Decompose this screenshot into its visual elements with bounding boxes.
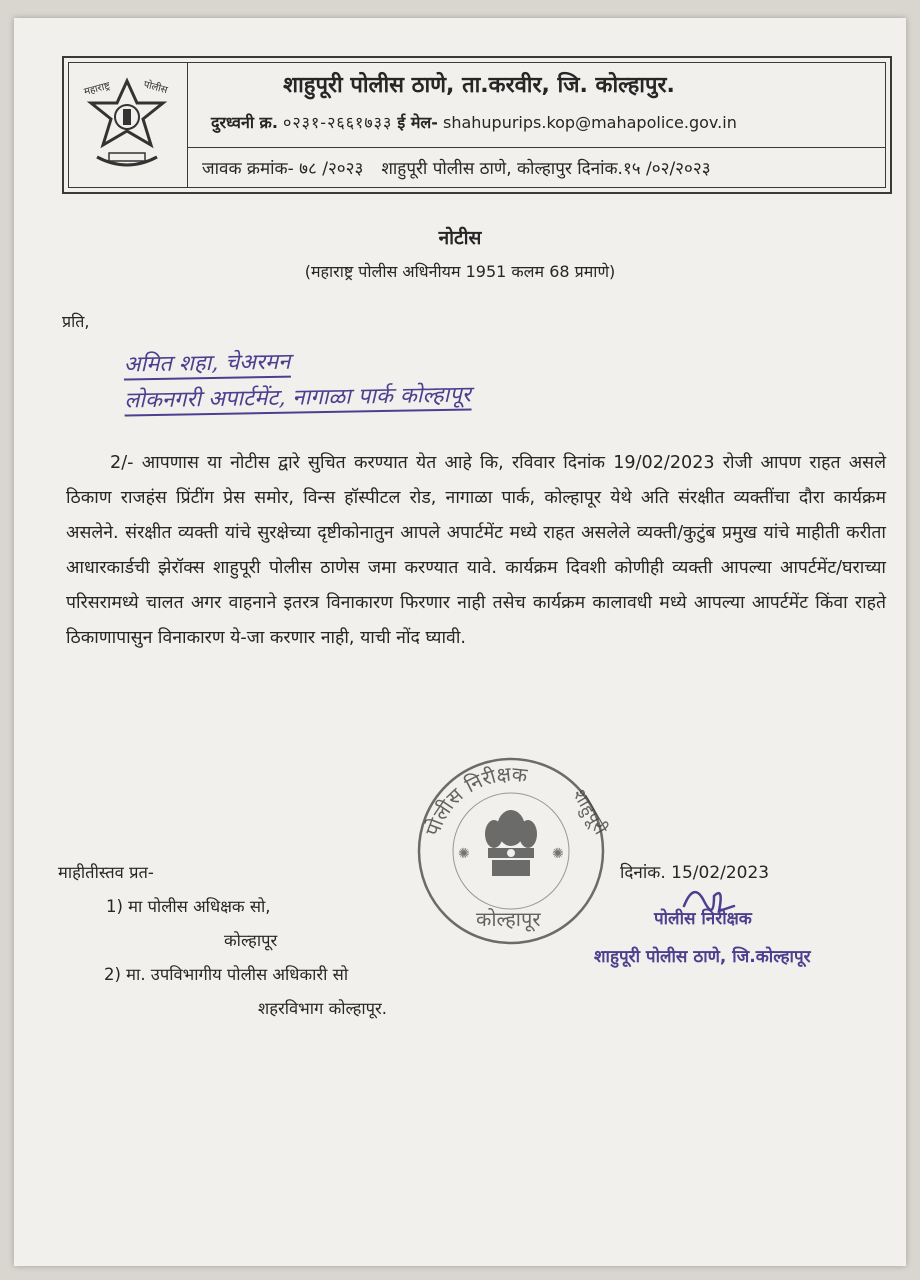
to-label: प्रति, [62,312,90,331]
svg-text:✺: ✺ [552,846,564,862]
copy-to-block [58,856,387,1026]
signatory-office: शाहुपूरी पोलीस ठाणे, जि.कोल्हापूर [594,947,811,967]
phone-label: दुरध्वनी क्र. [211,113,278,132]
letterhead [62,56,892,194]
signatory-title: पोलीस निरीक्षक [654,909,752,929]
letterhead-frame [68,62,886,188]
recipient-address-line [124,374,645,419]
outward-number: जावक क्रमांक- ७८ /२०२३ [202,159,364,179]
handwritten-recipient [123,338,644,419]
copy-to-item-2: 2) मा. उपविभागीय पोलीस अधिकारी सो [104,965,349,984]
copy-to-item-1: 1) मा पोलीस अधिक्षक सो, [106,897,271,916]
notice-subtitle: (महाराष्ट्र पोलीस अधिनीयम 1951 कलम 68 प्रमाणे) [304,262,616,281]
recipient-address: लोकनगरी अपार्टमेंट, नागाळा पार्क कोल्हापूर [124,382,471,416]
letterhead-contact [211,111,737,133]
date-value: 15/02/2023 [671,863,770,883]
reference-office-date: शाहुपूरी पोलीस ठाणे, कोल्हापुर दिनांक.१५ /०२/२०२३ [381,159,711,179]
notice-page [14,18,906,1266]
national-emblem-icon [485,810,537,876]
seal-right-text: शाहुपूरी [568,785,611,839]
notice-body [66,446,886,656]
police-seal-stamp [406,746,616,946]
svg-text:✺: ✺ [458,846,470,862]
reference-line [188,147,885,187]
body-paragraph: आपणास या नोटीस द्वारे सुचित करण्यात येत आहे कि, रविवार दिनांक 19/02/2023 रोजी आपण राहत असले ठिकाण राजहंस प्रिंटींग प्रेस समोर, विन्स हॉस्पीटल रोड, नागाळा पार्क, कोल्हापूर येथे अति संरक्षीत व्यक्तींचा दौरा कार्यक्रम असलेने. संरक्षीत व्यक्ती यांचे सुरक्षेच्या दृष्टीकोनातुन आपले अपार्टमेंट मध्ये राहत असलेले व्यक्ती/कुटुंब प्रमुख यांचे माहीती करीता आधारकार्डची झेरॉक्स शाहुपूरी पोलीस ठाणेस जमा करण्यात यावे. कार्यक्रम दिवशी कोणीही व्यक्ती आपल्या आपर्टमेंट/घराच्या परिसरामध्ये चालत अगर वाहनाने इतरत्र विनाकारण फिरणार नाही तसेच कार्यक्रम कालावधी मध्ये आपल्या आपर्टमेंट किंवा राहते ठिकाणापासुन विनाकारण ये-जा करणार नाही, याची नोंद घ्यावी. [66,453,886,648]
email-label: ई मेल- [397,113,438,132]
seal-top-text: पोलीस निरीक्षक [420,761,529,839]
notice-title: नोटीस [438,227,482,249]
date-label: दिनांक. [620,863,666,883]
phone-number: ०२३१-२६६१७३३ [283,113,393,132]
svg-text:महाराष्ट्र: महाराष्ट्र [82,80,112,98]
copy-to-item-1-city: कोल्हापूर [224,931,278,950]
body-prefix: 2/- [110,453,134,473]
police-emblem-icon [77,73,177,177]
copy-to-item-2-dept: शहरविभाग कोल्हापूर. [258,999,388,1018]
recipient-name: अमित शहा, चेअरमन [123,350,290,381]
seal-bottom-text: कोल्हापूर [476,907,541,931]
svg-text:पोलीस: पोलीस [142,79,169,97]
emblem-cell [69,63,188,187]
email-address: shahupurips.kop@mahapolice.gov.in [442,113,737,132]
letterhead-title: शाहुपूरी पोलीस ठाणे, ता.करवीर, जि. कोल्हापुर. [283,73,675,98]
copy-to-label: माहीतीस्तव प्रत- [58,863,154,882]
